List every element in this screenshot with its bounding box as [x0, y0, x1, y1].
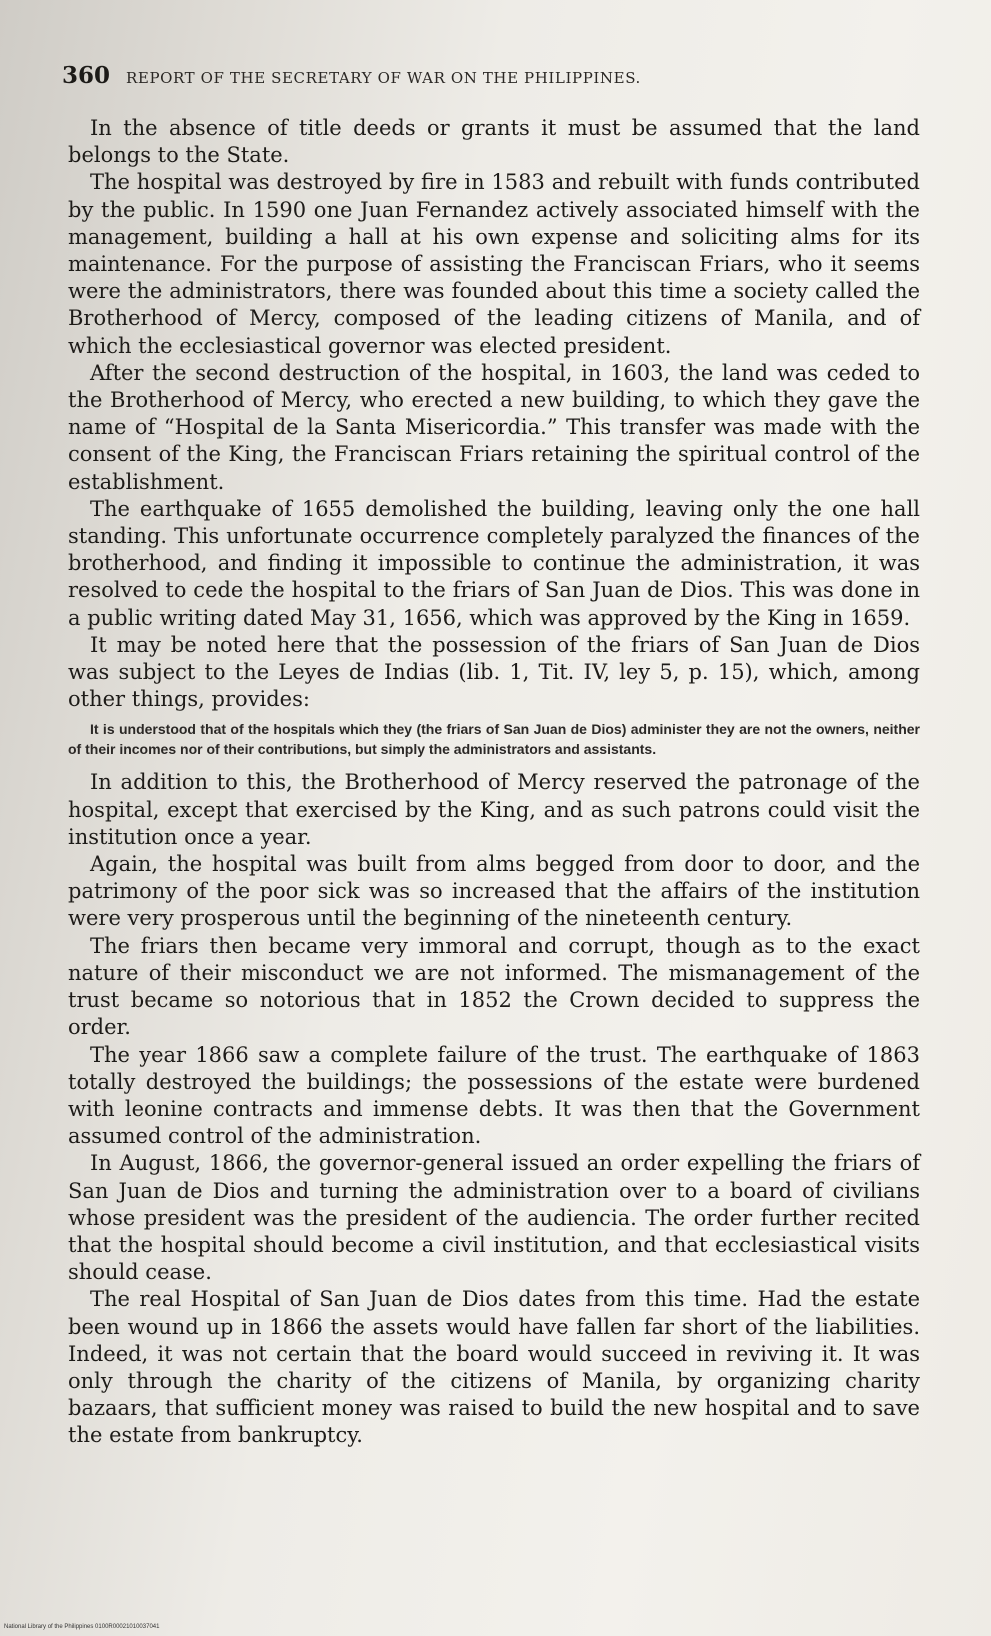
- paragraph: The hospital was destroyed by fire in 1583 and rebuilt with funds contributed by the public. In 1590 one Juan Fernandez actively associated himself with the management, building a hall at his own expense and soliciting alms for its maintenance. For the purpose of assisting the Franciscan Friars, who it seems were the administrators, there was founded about this time a society called the Brotherhood of Mercy, composed of the leading citizens of Manila, and of which the ecclesiastical governor was elected president.: [68, 170, 920, 358]
- paragraph: The earthquake of 1655 demolished the building, leaving only the one hall standing. This unfortunate occurrence completely paralyzed the finances of the brotherhood, and finding it impossible to continue the administration, it was resolved to cede the hospital to the friars of San Juan de Dios. This was done in a public writing dated May 31, 1656, which was approved by the King in 1659.: [68, 496, 920, 630]
- paragraph: In August, 1866, the governor-general issued an order expelling the friars of San Juan de Dios and turning the administration over to a board of civilians whose president was the president of the audiencia. The order further recited that the hospital should become a civil institution, and that ecclesiastical visits should cease.: [68, 1151, 920, 1285]
- paragraph: In the absence of title deeds or grants it must be assumed that the land belongs to the State.: [68, 116, 920, 168]
- page-header: [62, 62, 942, 89]
- scan-footer: National Library of the Philippines 0100R00021010037041: [4, 1624, 160, 1630]
- paragraph: The friars then became very immoral and corrupt, though as to the exact nature of their misconduct we are not informed. The mismanagement of the trust became so notorious that in 1852 the Crown decided to suppress the order.: [68, 933, 920, 1040]
- page-number: 360: [62, 62, 111, 89]
- paragraph: The year 1866 saw a complete failure of the trust. The earthquake of 1863 totally destroyed the buildings; the possessions of the estate were burdened with leonine contracts and immense debts. It was then that the Government assumed control of the administration.: [68, 1042, 920, 1149]
- paragraph: In addition to this, the Brotherhood of Mercy reserved the patronage of the hospital, except that exercised by the King, and as such patrons could visit the institution once a year.: [68, 770, 920, 849]
- running-title: REPORT OF THE SECRETARY OF WAR ON THE PHILIPPINES.: [126, 69, 641, 87]
- body-text: [68, 115, 920, 1450]
- paragraph: After the second destruction of the hospital, in 1603, the land was ceded to the Brotherhood of Mercy, who erected a new building, to which they gave the name of “Hospital de la Santa Misericordia.” This transfer was made with the consent of the King, the Franciscan Friars retaining the spiritual control of the establishment.: [68, 360, 920, 494]
- paragraph: The real Hospital of San Juan de Dios dates from this time. Had the estate been wound up in 1866 the assets would have fallen far short of the liabilities. Indeed, it was not certain that the board would succeed in reviving it. It was only through the charity of the citizens of Manila, by organizing charity bazaars, that sufficient money was raised to build the new hospital and to save the estate from bankruptcy.: [68, 1287, 920, 1448]
- paragraph: It may be noted here that the possession of the friars of San Juan de Dios was subject to the Leyes de Indias (lib. 1, Tit. IV, ley 5, p. 15), which, among other things, provides:: [68, 632, 920, 712]
- block-quote: It is understood that of the hospitals which they (the friars of San Juan de Dios) administer they are not the owners, neither of their incomes nor of their contributions, but simply the administrators and assistants.: [68, 721, 920, 758]
- paragraph: Again, the hospital was built from alms begged from door to door, and the patrimony of the poor sick was so increased that the affairs of the institution were very prosperous until the beginning of the nineteenth century.: [68, 852, 920, 931]
